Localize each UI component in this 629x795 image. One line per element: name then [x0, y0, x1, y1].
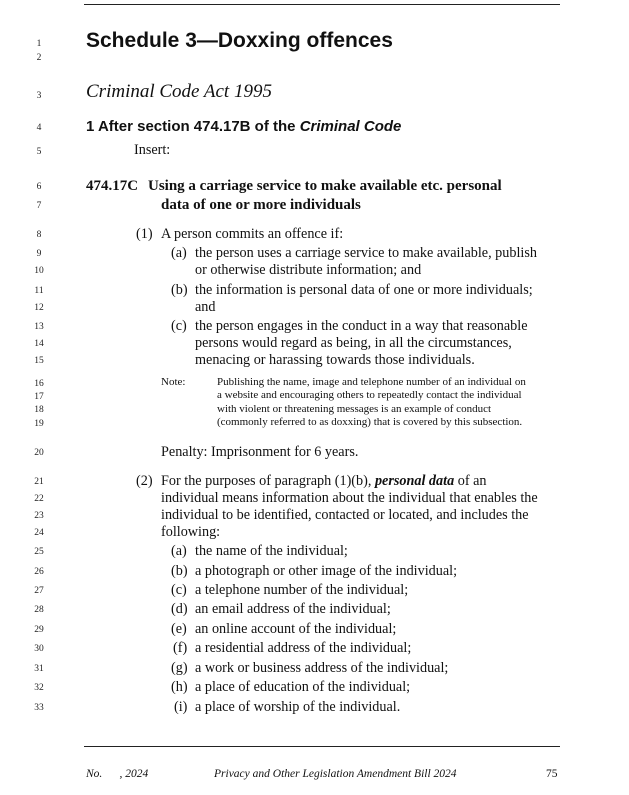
list-item-text: an online account of the individual; [195, 621, 397, 637]
list-item-label: (a) [171, 543, 187, 559]
line-number: 2 [36, 53, 42, 63]
subsection-2-text: For the purposes of paragraph (1)(b), [161, 473, 375, 489]
line-number: 16 [34, 379, 44, 389]
line-number: 12 [34, 303, 44, 313]
item-heading [86, 118, 401, 136]
line-number: 22 [34, 494, 44, 504]
footer-bill-number: No. , 2024 [86, 768, 149, 780]
line-number: 28 [34, 605, 44, 615]
note-text: a website and encouraging others to repeatedly contact the individual [217, 389, 522, 401]
list-item-label: (f) [173, 640, 188, 656]
paragraph-label: (c) [171, 318, 187, 334]
line-number: 13 [34, 322, 44, 332]
paragraph-text: menacing or harassing towards those individuals. [195, 352, 475, 368]
subsection-2-text: following: [161, 524, 221, 540]
line-number: 18 [34, 405, 44, 415]
line-number: 24 [34, 528, 44, 538]
list-item-text: a work or business address of the individual; [195, 660, 449, 676]
line-number: 4 [36, 123, 42, 133]
section-title-line: data of one or more individuals [161, 197, 361, 213]
line-number: 31 [34, 664, 44, 674]
item-heading-act: Criminal Code [299, 118, 402, 135]
subsection-2-text: individual to be identified, contacted or located, and includes the [161, 507, 529, 523]
note-label: Note: [161, 376, 186, 388]
paragraph-text: or otherwise distribute information; and [195, 262, 422, 278]
line-number: 15 [34, 356, 44, 366]
penalty: Penalty: Imprisonment for 6 years. [161, 444, 359, 460]
line-number: 5 [36, 147, 42, 157]
line-number: 29 [34, 625, 44, 635]
paragraph-text: and [195, 299, 216, 315]
item-heading-prefix: 1 After section 474.17B of the [86, 118, 300, 135]
list-item-text: a place of education of the individual; [195, 679, 411, 695]
paragraph-text: the person uses a carriage service to make available, publish [195, 245, 537, 261]
line-number: 11 [34, 286, 44, 296]
subsection-2-text: of an [454, 473, 487, 489]
list-item-text: a place of worship of the individual. [195, 699, 401, 715]
line-number: 10 [34, 266, 44, 276]
line-number: 32 [34, 683, 44, 693]
list-item-text: a photograph or other image of the individual; [195, 563, 458, 579]
list-item-label: (e) [171, 621, 187, 637]
paragraph-label: (b) [171, 282, 188, 298]
line-number: 21 [34, 477, 44, 487]
list-item-label: (i) [174, 699, 188, 715]
list-item-label: (h) [171, 679, 188, 695]
line-number: 26 [34, 567, 44, 577]
line-number: 20 [34, 448, 44, 458]
list-item-label: (g) [171, 660, 188, 676]
top-rule [84, 4, 560, 5]
subsection-2-first-line [161, 473, 486, 489]
list-item-text: the name of the individual; [195, 543, 348, 559]
line-number: 17 [34, 392, 44, 402]
section-title-line: Using a carriage service to make available etc. personal [148, 178, 502, 194]
footer-bill-title: Privacy and Other Legislation Amendment Bill 2024 [214, 768, 457, 780]
line-number: 23 [34, 511, 44, 521]
paragraph-text: the person engages in the conduct in a way that reasonable [195, 318, 528, 334]
line-number: 30 [34, 644, 44, 654]
list-item-label: (d) [171, 601, 188, 617]
note-text: (commonly referred to as doxxing) that is covered by this subsection. [217, 416, 523, 428]
line-number: 9 [36, 249, 42, 259]
note-text: Publishing the name, image and telephone number of an individual on [217, 376, 526, 388]
list-item-text: an email address of the individual; [195, 601, 391, 617]
act-title: Criminal Code Act 1995 [86, 81, 272, 102]
list-item-label: (b) [171, 563, 188, 579]
list-item-text: a telephone number of the individual; [195, 582, 409, 598]
subsection-number: (2) [136, 473, 153, 489]
subsection-lead: A person commits an offence if: [161, 226, 344, 242]
line-number: 3 [36, 91, 42, 101]
line-number: 1 [36, 39, 42, 49]
insert-label: Insert: [134, 142, 171, 158]
line-number: 33 [34, 703, 44, 713]
line-number: 7 [36, 201, 42, 211]
note-text: with violent or threatening messages is an example of conduct [217, 403, 492, 415]
list-item-text: a residential address of the individual; [195, 640, 412, 656]
schedule-heading: Schedule 3—Doxxing offences [86, 29, 393, 52]
footer-rule [84, 746, 560, 747]
list-item-label: (c) [171, 582, 187, 598]
line-number: 27 [34, 586, 44, 596]
paragraph-label: (a) [171, 245, 187, 261]
paragraph-text: persons would regard as being, in all the circumstances, [195, 335, 512, 351]
defined-term: personal data [374, 473, 455, 489]
subsection-2-text: individual means information about the individual that enables the [161, 490, 538, 506]
section-number: 474.17C [86, 178, 139, 194]
page-number: 75 [546, 768, 558, 780]
line-number: 8 [36, 230, 42, 240]
line-number: 19 [34, 419, 44, 429]
line-number: 25 [34, 547, 44, 557]
subsection-number: (1) [136, 226, 153, 242]
line-number: 14 [34, 339, 44, 349]
line-number: 6 [36, 182, 42, 192]
paragraph-text: the information is personal data of one or more individuals; [195, 282, 533, 298]
